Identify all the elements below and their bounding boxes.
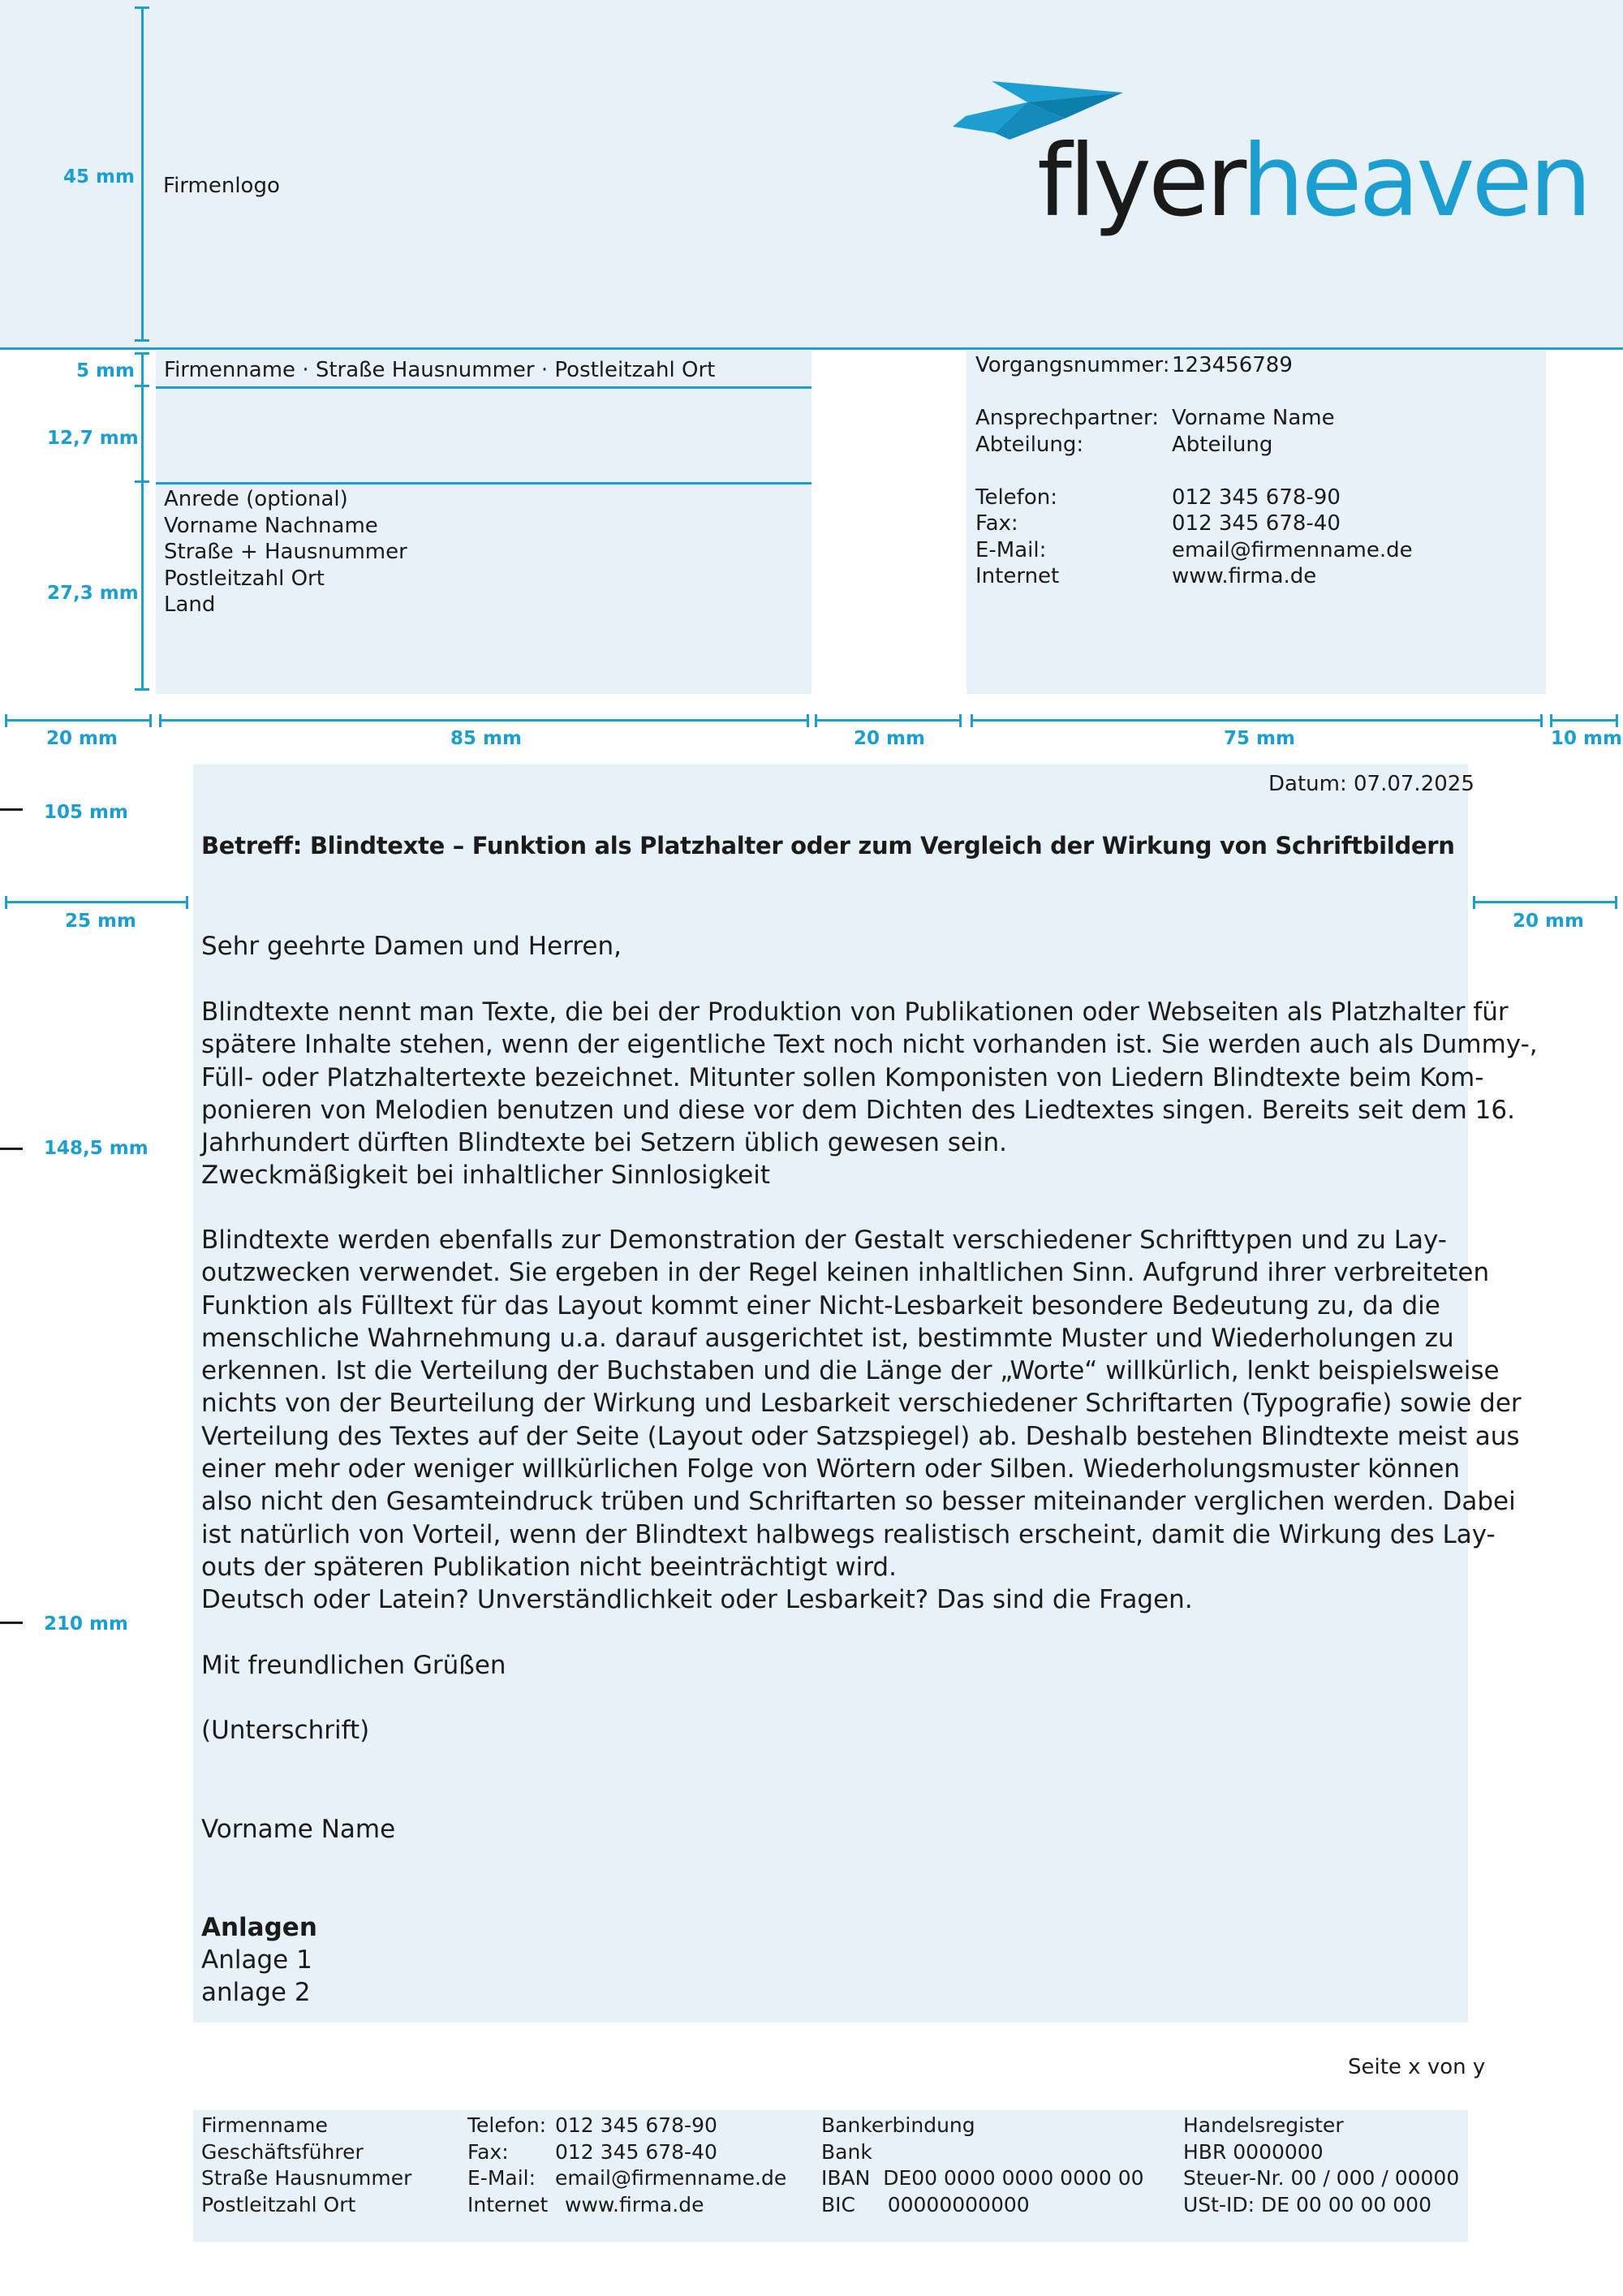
dim-tick bbox=[959, 714, 962, 727]
page-info: Seite x von y bbox=[1348, 2055, 1486, 2079]
attachment-item: Anlage 1 bbox=[201, 1945, 312, 1975]
dim-tick bbox=[5, 896, 7, 909]
header-bottom-line bbox=[0, 347, 1623, 350]
dim-right-margin-line bbox=[1550, 719, 1618, 722]
contact-name: Vorname Name bbox=[1172, 406, 1335, 430]
footer-register bbox=[1183, 2113, 1459, 2218]
dim-hole-mark: 148,5 mm bbox=[44, 1138, 149, 1159]
department: Abteilung bbox=[1172, 432, 1273, 457]
recipient-line: Straße + Hausnummer bbox=[164, 540, 407, 564]
footer-line: HBR 0000000 bbox=[1183, 2139, 1324, 2164]
recipient-line: Vorname Nachname bbox=[164, 513, 378, 538]
dim-body-left-line bbox=[5, 901, 188, 903]
phone-number: 012 345 678-90 bbox=[1172, 485, 1341, 510]
footer-label: Fax: bbox=[467, 2139, 509, 2164]
footer-line: Bankerbindung bbox=[821, 2113, 975, 2137]
info-labels bbox=[975, 352, 1169, 590]
footer-line: Firmenname bbox=[201, 2113, 328, 2137]
sender-line-rule bbox=[156, 386, 812, 389]
info-label: Fax: bbox=[975, 511, 1018, 536]
dim-return-line: 5 mm bbox=[76, 360, 135, 381]
recipient-address bbox=[164, 486, 407, 618]
salutation: Sehr geehrte Damen und Herren, bbox=[201, 932, 622, 961]
logo-word-heaven: heaven bbox=[1242, 123, 1589, 239]
dim-fold-2: 210 mm bbox=[44, 1613, 128, 1635]
attachment-item: anlage 2 bbox=[201, 1978, 311, 2007]
info-label: E-Mail: bbox=[975, 537, 1047, 562]
signature-placeholder: (Unterschrift) bbox=[201, 1716, 370, 1745]
dim-tick bbox=[807, 714, 809, 727]
dim-tick bbox=[971, 714, 973, 727]
sender-line: Firmenname · Straße Hausnummer · Postleitzahl Ort bbox=[164, 358, 716, 382]
attachments-title: Anlagen bbox=[201, 1913, 317, 1942]
fold-mark-2 bbox=[0, 1622, 23, 1624]
address-dimension-tick bbox=[135, 688, 149, 691]
dim-body-left: 25 mm bbox=[65, 911, 136, 932]
dim-middle-gap-line bbox=[815, 719, 959, 722]
closing: Mit freundlichen Grüßen bbox=[201, 1651, 506, 1680]
dim-info-width-line bbox=[971, 719, 1542, 722]
footer-line: Steuer-Nr. 00 / 000 / 00000 bbox=[1183, 2166, 1460, 2190]
footer-line: IBAN DE00 0000 0000 0000 00 bbox=[821, 2166, 1144, 2190]
paragraph-1: Blindtexte nennt man Texte, die bei der Produktion von Publikationen oder Webseiten als Platzhalter für spätere Inhalte stehen, wenn der eigentliche Text noch nicht vorhanden ist. Sie werden auch als Dummy-, Füll- oder Platzhaltertexte bezeichnet. Mitunter sollen Komponisten von Liedern Blindtexte beim Kom- ponieren von Melodien benutzen und diese vor dem Dichten des Liedtextes singen. Bereits seit dem 16. Jahrhundert dürften Blindtexte bei Setzern üblich gewesen sein. Zweckmäßigkeit bei inhaltlicher Sinnlosigkeit bbox=[201, 997, 1538, 1191]
email-address[interactable]: email@firmenname.de bbox=[1172, 537, 1413, 562]
footer-website[interactable]: www.firma.de bbox=[565, 2192, 704, 2216]
footer-label: Telefon: bbox=[467, 2113, 547, 2137]
dim-body-right-line bbox=[1473, 901, 1617, 903]
footer-phone: 012 345 678-90 bbox=[555, 2113, 717, 2137]
dim-address-zone: 27,3 mm bbox=[47, 583, 139, 604]
footer-email[interactable]: email@firmenname.de bbox=[555, 2166, 787, 2190]
dim-header-height: 45 mm bbox=[63, 166, 135, 187]
dim-tick bbox=[1540, 714, 1543, 727]
header-dimension-line bbox=[141, 8, 144, 341]
fold-mark-1 bbox=[0, 808, 23, 811]
dim-right-margin: 10 mm bbox=[1551, 728, 1622, 749]
footer-company bbox=[201, 2113, 411, 2218]
footer-line: USt-ID: DE 00 00 00 000 bbox=[1183, 2192, 1431, 2216]
date-label: Datum: bbox=[1268, 772, 1347, 796]
website-link[interactable]: www.firma.de bbox=[1172, 564, 1317, 588]
dim-tick bbox=[1550, 714, 1552, 727]
signer-name: Vorname Name bbox=[201, 1815, 396, 1844]
logo-placeholder-label: Firmenlogo bbox=[163, 174, 280, 198]
dim-left-margin: 20 mm bbox=[46, 728, 118, 749]
info-values bbox=[1172, 352, 1413, 590]
dim-tick bbox=[159, 714, 161, 727]
recipient-line: Postleitzahl Ort bbox=[164, 566, 325, 591]
info-label: Vorgangsnummer: bbox=[975, 353, 1170, 377]
dim-address-width-line bbox=[159, 719, 807, 722]
address-dimension-line bbox=[141, 354, 144, 690]
recipient-line: Land bbox=[164, 592, 216, 617]
dim-fold-1: 105 mm bbox=[44, 802, 128, 823]
address-zone-rule bbox=[156, 482, 812, 485]
info-label: Abteilung: bbox=[975, 432, 1084, 457]
date-value: 07.07.2025 bbox=[1354, 772, 1474, 796]
recipient-line: Anrede (optional) bbox=[164, 487, 348, 511]
letter-subject: Betreff: Blindtexte – Funktion als Platzhalter oder zum Vergleich der Wirkung von Schriftbildern bbox=[201, 832, 1455, 859]
header-dimension-tick bbox=[135, 339, 149, 342]
footer-line: Geschäftsführer bbox=[201, 2139, 364, 2164]
info-label: Telefon: bbox=[975, 485, 1057, 510]
logo-wordmark bbox=[1037, 123, 1589, 239]
dim-address-width: 85 mm bbox=[450, 728, 522, 749]
dim-tick bbox=[1473, 896, 1475, 909]
footer-label: E-Mail: bbox=[467, 2166, 536, 2190]
footer-contact-values bbox=[555, 2113, 786, 2218]
address-dimension-tick bbox=[135, 352, 149, 355]
address-dimension-tick bbox=[135, 385, 149, 387]
dim-tick bbox=[149, 714, 152, 727]
dim-tick bbox=[186, 896, 188, 909]
case-number: 123456789 bbox=[1172, 353, 1293, 377]
footer-line: Bank bbox=[821, 2139, 872, 2164]
hole-mark bbox=[0, 1148, 23, 1150]
info-label: Internet bbox=[975, 564, 1060, 588]
footer-contact-labels bbox=[467, 2113, 548, 2218]
address-dimension-tick bbox=[135, 480, 149, 483]
info-label: Ansprechpartner: bbox=[975, 406, 1159, 430]
footer-fax: 012 345 678-40 bbox=[555, 2139, 717, 2164]
footer-line: Straße Hausnummer bbox=[201, 2166, 412, 2190]
footer-line: BIC 00000000000 bbox=[821, 2192, 1030, 2216]
footer-bank bbox=[821, 2113, 1144, 2218]
logo-word-flyer: flyer bbox=[1037, 123, 1242, 239]
dim-tick bbox=[1615, 896, 1617, 909]
dim-tick bbox=[5, 714, 7, 727]
footer-line: Postleitzahl Ort bbox=[201, 2192, 356, 2216]
dim-info-width: 75 mm bbox=[1224, 728, 1295, 749]
dim-tick bbox=[1616, 714, 1618, 727]
footer-line: Handelsregister bbox=[1183, 2113, 1344, 2137]
fax-number: 012 345 678-40 bbox=[1172, 511, 1341, 536]
dim-left-margin-line bbox=[5, 719, 149, 722]
dim-tick bbox=[815, 714, 817, 727]
header-dimension-tick bbox=[135, 6, 149, 9]
dim-middle-gap: 20 mm bbox=[854, 728, 925, 749]
paragraph-2: Blindtexte werden ebenfalls zur Demonstration der Gestalt verschiedener Schrifttypen und zu Lay- outzwecken verwendet. Sie ergeben in der Regel keinen inhaltlichen Sinn. Aufgrund ihrer verbreiteten Funktion als Fülltext für das Layout kommt einer Nicht-Lesbarkeit besondere Bedeutung zu, da die menschliche Wahrnehmung u.a. darauf ausgerichtet ist, bestimmte Muster und Wiederholungen zu erkennen. Ist die Verteilung der Buchstaben und die Länge der „Worte“ willkürlich, lenkt beispielsweise nichts von der Beurteilung der Wirkung und Lesbarkeit verschiedener Schriftarten (Typografie) sowie der Verteilung des Textes auf der Seite (Layout oder Satzspiegel) ab. Deshalb bestehen Blindtexte meist aus einer mehr oder weniger willkürlichen Folge von Wörtern oder Silben. Wiederholungsmuster können also nicht den Gesamteindruck trüben und Schriftarten so besser miteinander verglichen werden. Dabei ist natürlich von Vorteil, wenn der Blindtext halbwegs realistisch erscheint, damit die Wirkung des Lay- outs der späteren Publikation nicht beeinträchtigt wird. Deutsch oder Latein? Unverständlichkeit oder Lesbarkeit? Das sind die Fragen. bbox=[201, 1226, 1522, 1615]
dim-body-right: 20 mm bbox=[1513, 911, 1584, 932]
footer-label: Internet bbox=[467, 2192, 549, 2216]
dim-gap: 12,7 mm bbox=[47, 428, 139, 449]
company-logo bbox=[949, 71, 1589, 250]
